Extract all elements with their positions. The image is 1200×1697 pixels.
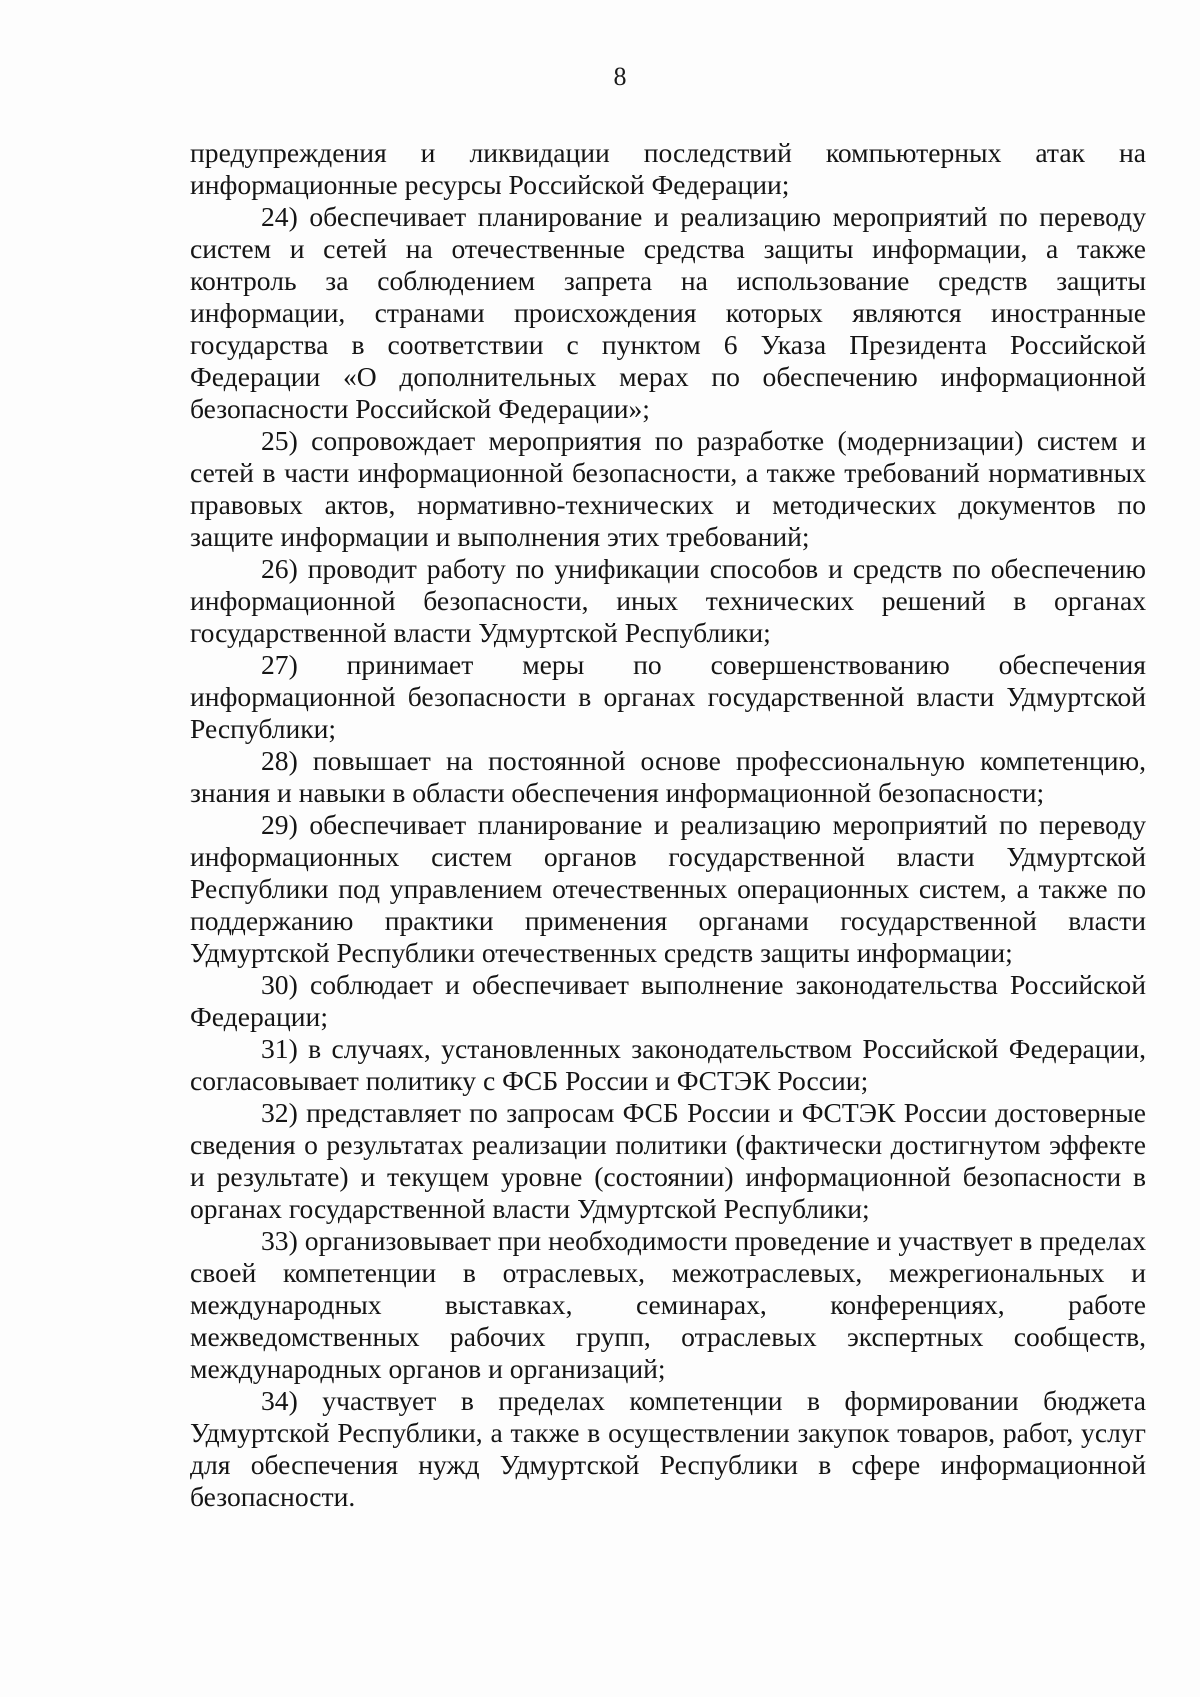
- paragraph-item-32: 32) представляет по запросам ФСБ России и ФСТЭК России достоверные сведения о результатах реализации политики (фактически достигнутом эффекте и результате) и текущем уровне (состоянии) информационной безопасности в органах государственной власти Удмуртской Республики;: [190, 1097, 1146, 1224]
- paragraph-item-30: 30) соблюдает и обеспечивает выполнение законодательства Российской Федерации;: [190, 969, 1146, 1032]
- paragraph-item-28: 28) повышает на постоянной основе профессиональную компетенцию, знания и навыки в области обеспечения информационной безопасности;: [190, 745, 1146, 808]
- paragraph-item-29: 29) обеспечивает планирование и реализацию мероприятий по переводу информационных систем органов государственной власти Удмуртской Республики под управлением отечественных операционных систем, а также по поддержанию практики применения органами государственной власти Удмуртской Республики отечественных средств защиты информации;: [190, 809, 1146, 968]
- paragraph-item-31: 31) в случаях, установленных законодательством Российской Федерации, согласовывает политику с ФСБ России и ФСТЭК России;: [190, 1033, 1146, 1096]
- paragraph-item-33: 33) организовывает при необходимости проведение и участвует в пределах своей компетенции в отраслевых, межотраслевых, межрегиональных и международных выставках, семинарах, конференциях, работе межведомственных рабочих групп, отраслевых экспертных сообществ, международных органов и организаций;: [190, 1225, 1146, 1384]
- paragraph-item-34: 34) участвует в пределах компетенции в формировании бюджета Удмуртской Республики, а также в осуществлении закупок товаров, работ, услуг для обеспечения нужд Удмуртской Республики в сфере информационной безопасности.: [190, 1385, 1146, 1512]
- paragraph-item-25: 25) сопровождает мероприятия по разработке (модернизации) систем и сетей в части информационной безопасности, а также требований нормативных правовых актов, нормативно-технических и методических документов по защите информации и выполнения этих требований;: [190, 425, 1146, 552]
- paragraph-item-26: 26) проводит работу по унификации способов и средств по обеспечению информационной безопасности, иных технических решений в органах государственной власти Удмуртской Республики;: [190, 553, 1146, 648]
- page-number: 8: [613, 62, 627, 91]
- paragraph-item-24: 24) обеспечивает планирование и реализацию мероприятий по переводу систем и сетей на отечественные средства защиты информации, а также контроль за соблюдением запрета на использование средств защиты информации, странами происхождения которых являются иностранные государства в соответствии с пунктом 6 Указа Президента Российской Федерации «О дополнительных мерах по обеспечению информационной безопасности Российской Федерации»;: [190, 201, 1146, 424]
- paragraph-continued: предупреждения и ликвидации последствий компьютерных атак на информационные ресурсы Российской Федерации;: [190, 137, 1146, 200]
- document-body: [190, 137, 1146, 1513]
- paragraph-item-27: 27) принимает меры по совершенствованию обеспечения информационной безопасности в органах государственной власти Удмуртской Республики;: [190, 649, 1146, 744]
